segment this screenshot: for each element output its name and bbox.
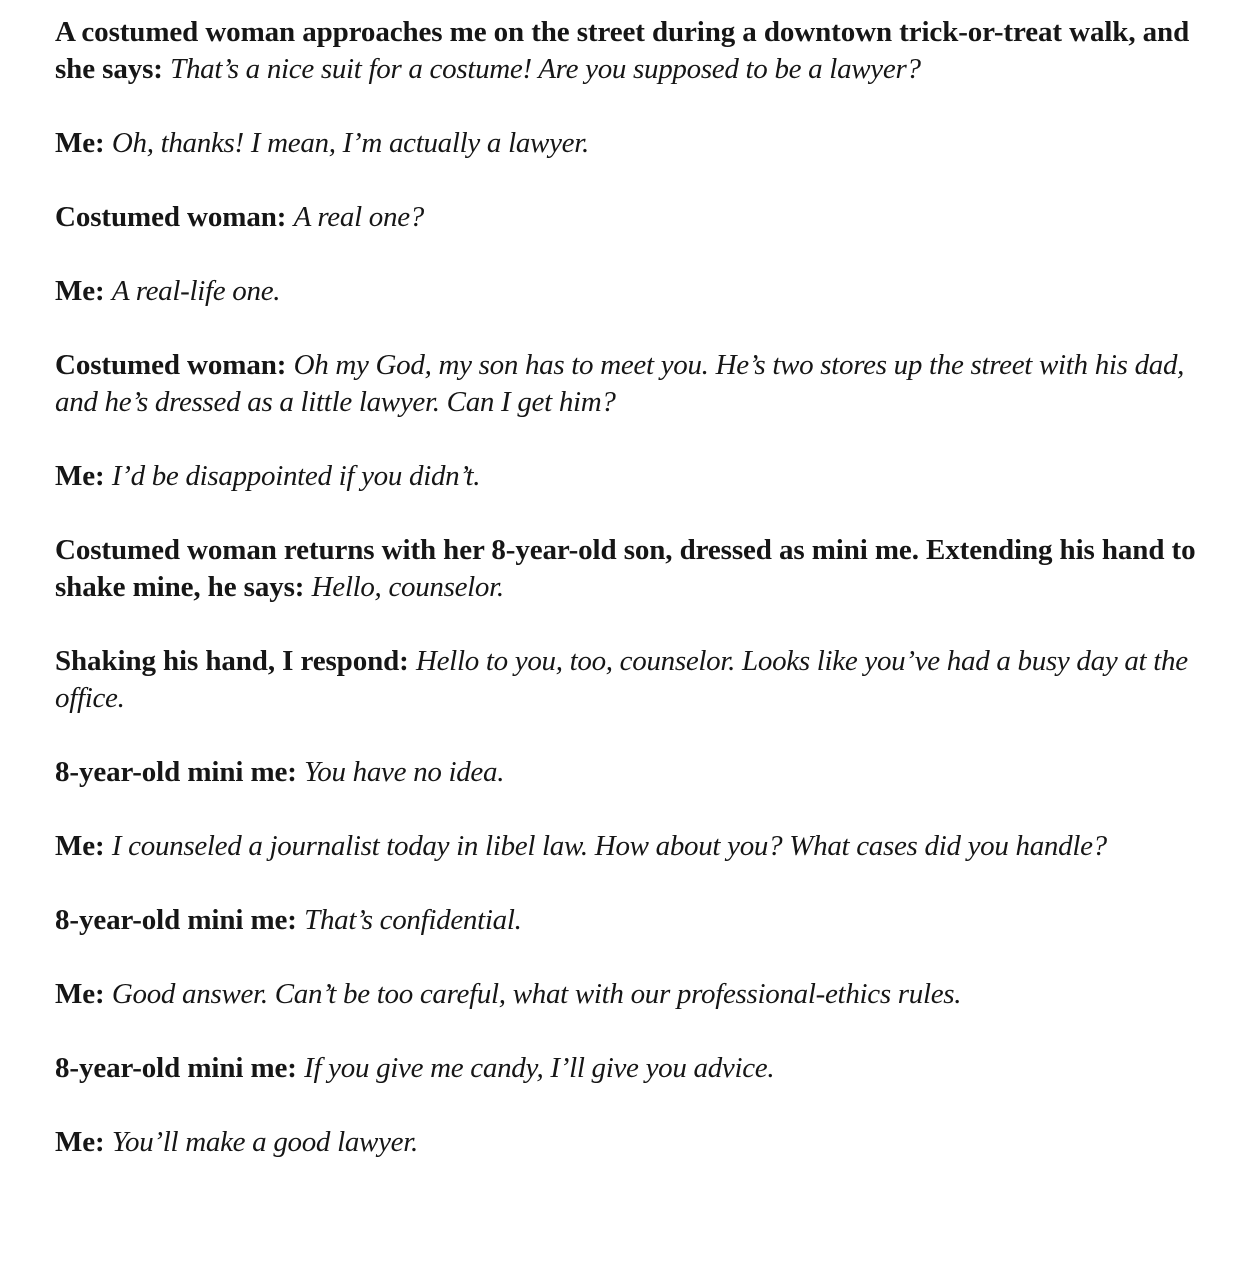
dialogue-line: You’ll make a good lawyer.: [111, 1126, 418, 1158]
speaker-label: 8-year-old mini me:: [55, 1052, 297, 1084]
speaker-label: Me:: [55, 978, 105, 1010]
speaker-label: Costumed woman:: [55, 349, 287, 381]
dialogue-line: Hello to you, too, counselor. Looks like you’ve had a busy day at the office.: [55, 645, 1188, 714]
exchange-paragraph: [55, 199, 1205, 236]
dialogue-line: You have no idea.: [304, 756, 505, 788]
dialogue-line: A real-life one.: [111, 275, 281, 307]
dialogue-line: That’s a nice suit for a costume! Are you supposed to be a lawyer?: [170, 53, 921, 85]
speaker-label: Me:: [55, 275, 105, 307]
exchange-paragraph: [55, 828, 1205, 865]
speaker-label: Me:: [55, 830, 105, 862]
exchange-paragraph: [55, 125, 1205, 162]
speaker-label: A costumed woman approaches me on the street during a downtown trick-or-treat walk, and she says:: [55, 16, 1190, 85]
dialogue-line: I counseled a journalist today in libel law. How about you? What cases did you handle?: [111, 830, 1107, 862]
exchange-paragraph: [55, 1124, 1205, 1161]
dialogue-line: If you give me candy, I’ll give you advice.: [304, 1052, 775, 1084]
dialogue-line: A real one?: [293, 201, 424, 233]
speaker-label: 8-year-old mini me:: [55, 756, 297, 788]
speaker-label: Costumed woman:: [55, 201, 287, 233]
dialogue-line: Good answer. Can’t be too careful, what with our professional-ethics rules.: [111, 978, 962, 1010]
dialogue-line: Oh my God, my son has to meet you. He’s two stores up the street with his dad, and he’s dressed as a little lawyer. Can I get him?: [55, 349, 1185, 418]
dialogue-line: That’s confidential.: [304, 904, 522, 936]
dialogue-line: Hello, counselor.: [311, 571, 504, 603]
speaker-label: Me:: [55, 460, 105, 492]
dialogue-document: [55, 14, 1205, 1161]
exchange-paragraph: [55, 976, 1205, 1013]
dialogue-line: I’d be disappointed if you didn’t.: [111, 460, 481, 492]
exchange-paragraph: [55, 532, 1205, 606]
exchange-paragraph: [55, 643, 1205, 717]
exchange-paragraph: [55, 754, 1205, 791]
exchange-paragraph: [55, 14, 1205, 88]
dialogue-line: Oh, thanks! I mean, I’m actually a lawyer.: [111, 127, 589, 159]
exchange-paragraph: [55, 273, 1205, 310]
exchange-paragraph: [55, 458, 1205, 495]
exchange-paragraph: [55, 1050, 1205, 1087]
speaker-label: Shaking his hand, I respond:: [55, 645, 409, 677]
exchange-paragraph: [55, 347, 1205, 421]
exchange-paragraph: [55, 902, 1205, 939]
speaker-label: Costumed woman returns with her 8-year-old son, dressed as mini me. Extending his hand to shake mine, he says:: [55, 534, 1196, 603]
speaker-label: 8-year-old mini me:: [55, 904, 297, 936]
speaker-label: Me:: [55, 1126, 105, 1158]
speaker-label: Me:: [55, 127, 105, 159]
